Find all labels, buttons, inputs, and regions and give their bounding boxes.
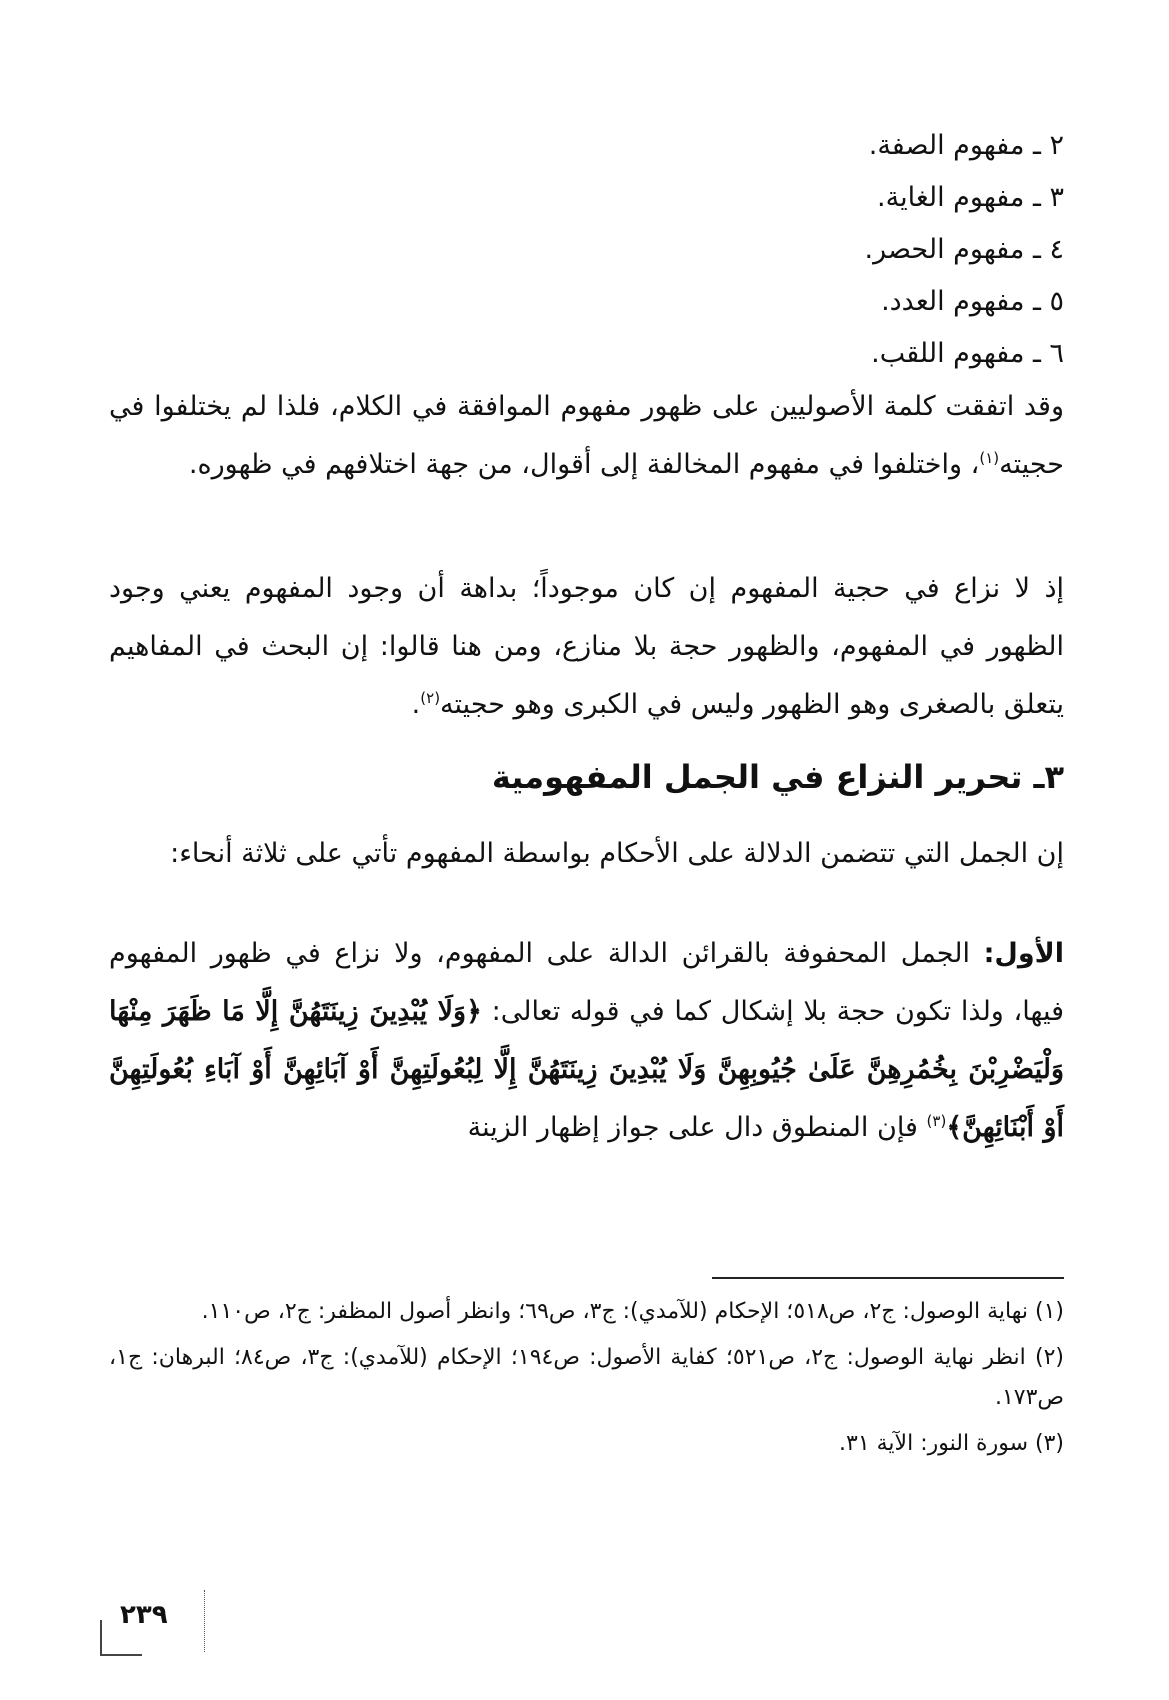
paragraph-text: إذ لا نزاع في حجية المفهوم إن كان موجوداً؛ بداهة أن وجود المفهوم يعني وجود الظهور في المفهوم، والظهور حجة بلا منازع، ومن هنا قالوا: إن البحث في المفاهيم يتعلق بالصغرى وهو الظهور وليس في الكبرى وهو حجيته <box>109 573 1064 720</box>
footnote-ref-1[interactable]: (١) <box>979 449 1000 467</box>
section-heading: ٣ـ تحرير النزاع في الجمل المفهومية <box>491 758 1064 796</box>
list-item: ٦ ـ مفهوم اللقب. <box>871 338 1064 369</box>
quran-verse: ﴿وَلَا يُبْدِينَ زِينَتَهُنَّ إِلَّا مَا ظَهَرَ مِنْهَا وَلْيَضْرِبْنَ بِخُمُرِهِنَّ عَلَىٰ جُيُوبِهِنَّ وَلَا يُبْدِينَ زِينَتَهُنَّ إِلَّا لِبُعُولَتِهِنَّ أَوْ آبَائِهِنَّ أَوْ آبَاءِ بُعُولَتِهِنَّ أَوْ أَبْنَائِهِنَّ﴾ <box>109 996 1064 1143</box>
list-item: ٥ ـ مفهوم العدد. <box>881 286 1064 317</box>
paragraph-text: وقد اتفقت كلمة الأصوليين على ظهور مفهوم الموافقة في الكلام، فلذا لم يختلفوا في حجيته <box>109 391 1064 480</box>
paragraph-text: فإن المنطوق دال على جواز إظهار الزينة <box>467 1112 927 1143</box>
list-item: ٢ ـ مفهوم الصفة. <box>868 130 1064 161</box>
concept-list <box>109 120 1064 380</box>
footnote: (٢) انظر نهاية الوصول: ج٢، ص٥٢١؛ كفاية الأصول: ص١٩٤؛ الإحكام (للآمدي): ج٣، ص٨٤؛ البرهان: ج١، ص١٧٣. <box>109 1345 1064 1410</box>
paragraph-no-dispute <box>109 560 1064 734</box>
list-item: ٤ ـ مفهوم الحصر. <box>864 234 1064 265</box>
footnote-divider <box>712 1277 1064 1279</box>
page-number: ٢٣٩ <box>120 1600 168 1630</box>
paragraph-intro: إن الجمل التي تتضمن الدلالة على الأحكام بواسطة المفهوم تأتي على ثلاثة أنحاء: <box>170 838 1064 869</box>
paragraph-text: . <box>411 689 421 720</box>
footnote-ref-3[interactable]: (٣) <box>926 1112 947 1130</box>
list-item: ٣ ـ مفهوم الغاية. <box>877 182 1064 213</box>
footnote: (١) نهاية الوصول: ج٢، ص٥١٨؛ الإحكام (للآمدي): ج٣، ص٦٩؛ وانظر أصول المظفر: ج٢، ص١١٠. <box>201 1299 1064 1324</box>
footnote: (٣) سورة النور: الآية ٣١. <box>839 1431 1064 1456</box>
footnotes <box>109 1292 1064 1470</box>
paragraph-text: الجمل المحفوفة بالقرائن الدالة على المفهوم، ولا نزاع في ظهور المفهوم فيها، ولذا تكون حجة بلا إشكال كما في قوله تعالى: <box>109 938 1064 1027</box>
footnote-ref-2[interactable]: (٢) <box>420 689 441 707</box>
first-type-label: الأول: <box>983 938 1064 969</box>
paragraph-first-type <box>109 925 1064 1157</box>
paragraph-agreement <box>109 378 1064 494</box>
paragraph-text: ، واختلفوا في مفهوم المخالفة إلى أقوال، من جهة اختلافهم في ظهوره. <box>188 449 980 480</box>
